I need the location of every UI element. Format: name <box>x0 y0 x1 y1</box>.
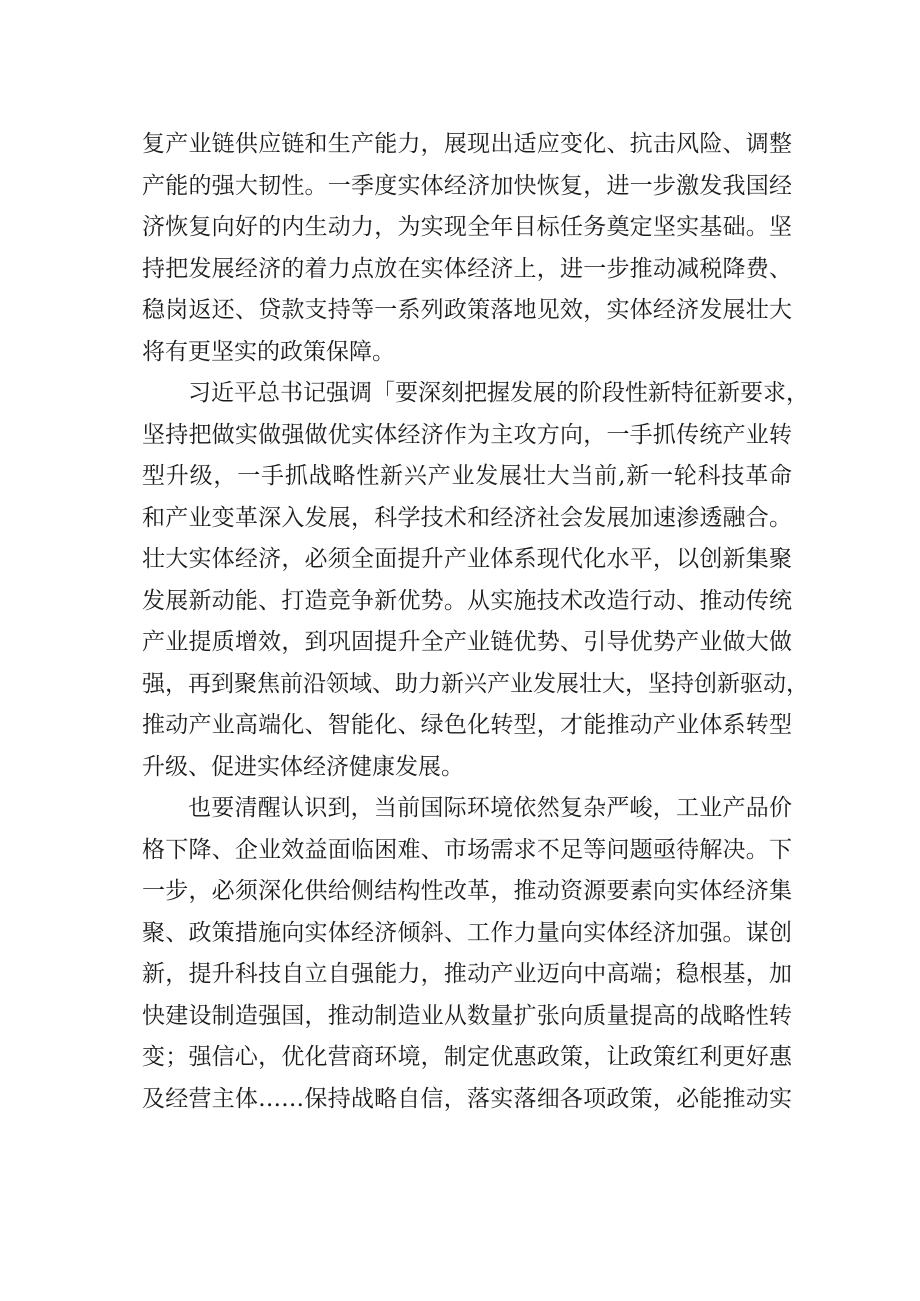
paragraph-3 <box>142 788 792 1120</box>
text-line: 变；强信心，优化营商环境，制定优惠政策，让政策红利更好惠 <box>142 1044 792 1070</box>
text-line: 格下降、企业效益面临困难、市场需求不足等问题亟待解决。下 <box>142 836 792 863</box>
text-line: 一步，必须深化供给侧结构性改革，推动资源要素向实体经济集 <box>142 878 792 904</box>
text-line: 壮大实体经济，必须全面提升产业体系现代化水平，以创新集聚 <box>142 546 792 572</box>
text-line: 型升级，一手抓战略性新兴产业发展壮大当前,新一轮科技革命 <box>142 463 792 489</box>
text-line: 和产业变革深入发展，科学技术和经济社会发展加速渗透融合。 <box>142 504 792 531</box>
text-line: 习近平总书记强调「要深刻把握发展的阶段性新特征新要求， <box>188 380 809 406</box>
text-line: 产业提质增效，到巩固提升全产业链优势、引导优势产业做大做 <box>142 629 792 655</box>
article-body <box>142 124 809 1120</box>
text-line: 升级、促进实体经济健康发展。 <box>142 753 464 780</box>
paragraph-1 <box>142 124 792 373</box>
text-line: 复产业链供应链和生产能力，展现出适应变化、抗击风险、调整 <box>142 131 792 157</box>
text-line: 新，提升科技自立自强能力，推动产业迈向中高端；稳根基，加 <box>142 961 792 987</box>
text-line: 济恢复向好的内生动力，为实现全年目标任务奠定坚实基础。坚 <box>142 214 792 240</box>
text-line: 聚、政策措施向实体经济倾斜、工作力量向实体经济加强。谋创 <box>142 919 792 946</box>
text-line: 快建设制造强国，推动制造业从数量扩张向质量提高的战略性转 <box>142 1002 792 1029</box>
text-line: 发展新动能、打造竞争新优势。从实施技术改造行动、推动传统 <box>142 587 792 614</box>
text-line: 产能的强大韧性。一季度实体经济加快恢复，进一步激发我国经 <box>142 172 792 199</box>
text-line: 持把发展经济的着力点放在实体经济上，进一步推动减税降费、 <box>142 255 792 282</box>
text-line: 将有更坚实的政策保障。 <box>142 338 395 365</box>
text-line: 及经营主体……保持战略自信，落实落细各项政策，必能推动实 <box>142 1085 792 1112</box>
text-line: 推动产业高端化、智能化、绿色化转型，才能推动产业体系转型 <box>142 712 792 738</box>
text-line: 稳岗返还、贷款支持等一系列政策落地见效，实体经济发展壮大 <box>142 297 792 323</box>
paragraph-2 <box>142 373 809 788</box>
text-line: 也要清醒认识到，当前国际环境依然复杂严峻，工业产品价 <box>188 795 792 821</box>
text-line: 强，再到聚焦前沿领域、助力新兴产业发展壮大，坚持创新驱动， <box>142 670 809 697</box>
text-line: 坚持把做实做强做优实体经济作为主攻方向，一手抓传统产业转 <box>142 421 792 448</box>
